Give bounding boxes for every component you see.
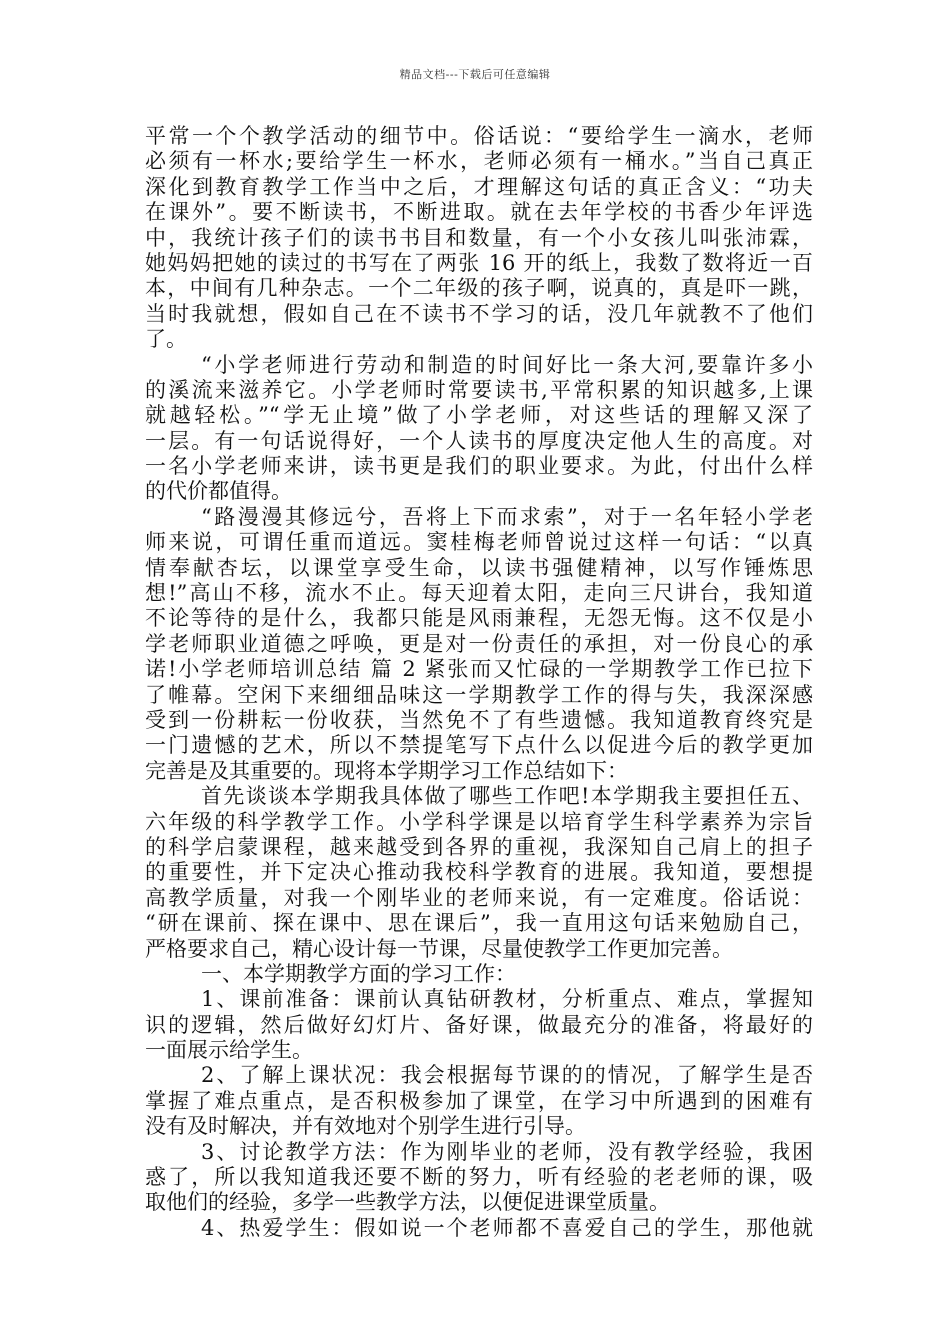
text-line: 严格要求自己，精心设计每一节课，尽量使教学工作更加完善。	[145, 936, 733, 961]
document-body	[145, 124, 813, 1241]
text-line: 2、了解上课状况：我会根据每节课的的情况，了解学生是否	[201, 1063, 813, 1088]
text-line: 4、热爱学生：假如说一个老师都不喜爱自己的学生，那他就	[201, 1215, 813, 1240]
text-line: 掌握了难点重点，是否积极参加了课堂，在学习中所遇到的困难有	[145, 1088, 813, 1113]
text-line: 六年级的科学教学工作。小学科学课是以培育学生科学素养为宗旨	[145, 809, 813, 834]
paragraph	[145, 962, 813, 987]
text-line: 本，中间有几种杂志。一个二年级的孩子啊，说真的，真是吓一跳，	[145, 276, 813, 301]
text-line: 不论等待的是什么，我都只能是风雨兼程，无怨无悔。这不仅是小	[145, 606, 813, 631]
text-line: 了。	[145, 327, 187, 352]
text-line: 取他们的经验，多学一些教学方法，以便促进课堂质量。	[145, 1190, 670, 1215]
text-line: 诺!小学老师培训总结 篇 2 紧张而又忙碌的一学期教学工作已拉下	[145, 657, 813, 682]
text-line: 高教学质量，对我一个刚毕业的老师来说，有一定难度。俗话说：	[145, 885, 813, 910]
text-line: 了帷幕。空闲下来细细品味这一学期教学工作的得与失，我深深感	[145, 682, 813, 707]
text-line: 的代价都值得。	[145, 479, 292, 504]
text-line: 当时我就想，假如自己在不读书不学习的话，没几年就教不了他们	[145, 301, 813, 326]
text-line: 完善是及其重要的。现将本学期学习工作总结如下：	[145, 758, 628, 783]
paragraph	[145, 505, 813, 784]
text-line: “小学老师进行劳动和制造的时间好比一条大河,要靠许多小	[201, 352, 813, 377]
text-line: 一、本学期教学方面的学习工作：	[201, 961, 516, 986]
paragraph	[145, 1216, 813, 1241]
text-line: 受到一份耕耘一份收获，当然免不了有些遗憾。我知道教育终究是	[145, 707, 813, 732]
paragraph	[145, 1140, 813, 1216]
paragraph	[145, 124, 813, 353]
text-line: 师来说，可谓任重而道远。窦桂梅老师曾说过这样一句话：“以真	[145, 530, 813, 555]
text-line: 识的逻辑，然后做好幻灯片、备好课，做最充分的准备，将最好的	[145, 1012, 813, 1037]
text-line: 的科学启蒙课程，越来越受到各界的重视，我深知自己肩上的担子	[145, 834, 813, 859]
text-line: 没有及时解决，并有效地对个别学生进行引导。	[145, 1114, 586, 1139]
text-line: 深化到教育教学工作当中之后，才理解这句话的真正含义：“功夫	[145, 174, 813, 199]
paragraph	[145, 987, 813, 1063]
text-line: 平常一个个教学活动的细节中。俗话说：“要给学生一滴水，老师	[145, 124, 813, 148]
text-line: 3、讨论教学方法：作为刚毕业的老师，没有教学经验，我困	[201, 1139, 813, 1164]
text-line: 一名小学老师来讲，读书更是我们的职业要求。为此，付出什么样	[145, 454, 813, 479]
text-line: 一面展示给学生。	[145, 1038, 313, 1063]
text-line: “研在课前、探在课中、思在课后”，我一直用这句话来勉励自己，	[145, 911, 813, 936]
text-line: 首先谈谈本学期我具体做了哪些工作吧!本学期我主要担任五、	[201, 784, 813, 809]
text-line: 在课外”。要不断读书，不断进取。就在去年学校的书香少年评选	[145, 200, 813, 225]
paragraph	[145, 784, 813, 962]
text-line: 惑了，所以我知道我还要不断的努力，听有经验的老老师的课，吸	[145, 1165, 813, 1190]
text-line: 的溪流来滋养它。小学老师时常要读书,平常积累的知识越多,上课	[145, 377, 813, 402]
text-line: 中，我统计孩子们的读书书目和数量，有一个小女孩儿叫张沛霖，	[145, 225, 813, 250]
page-header: 精品文档---下载后可任意编辑	[399, 68, 551, 81]
paragraph	[145, 353, 813, 505]
text-line: “路漫漫其修远兮，吾将上下而求索”，对于一名年轻小学老	[201, 504, 813, 529]
text-line: 必须有一杯水;要给学生一杯水，老师必须有一桶水。”当自己真正	[145, 149, 813, 174]
paragraph	[145, 1063, 813, 1139]
text-line: 她妈妈把她的读过的书写在了两张 16 开的纸上，我数了数将近一百	[145, 250, 813, 275]
text-line: 情奉献杏坛，以课堂享受生命，以读书强健精神，以写作锤炼思	[145, 555, 813, 580]
text-line: 就越轻松。”“学无止境”做了小学老师，对这些话的理解又深了	[145, 403, 813, 428]
text-line: 1、课前准备：课前认真钻研教材，分析重点、难点，掌握知	[201, 987, 813, 1012]
text-line: 一门遗憾的艺术，所以不禁提笔写下点什么以促进今后的教学更加	[145, 733, 813, 758]
text-line: 一层。有一句话说得好，一个人读书的厚度决定他人生的高度。对	[145, 428, 813, 453]
text-line: 想!”高山不移，流水不止。每天迎着太阳，走向三尺讲台，我知道	[145, 581, 813, 606]
text-line: 学老师职业道德之呼唤，更是对一份责任的承担，对一份良心的承	[145, 631, 813, 656]
text-line: 的重要性，并下定决心推动我校科学教育的进展。我知道，要想提	[145, 860, 813, 885]
